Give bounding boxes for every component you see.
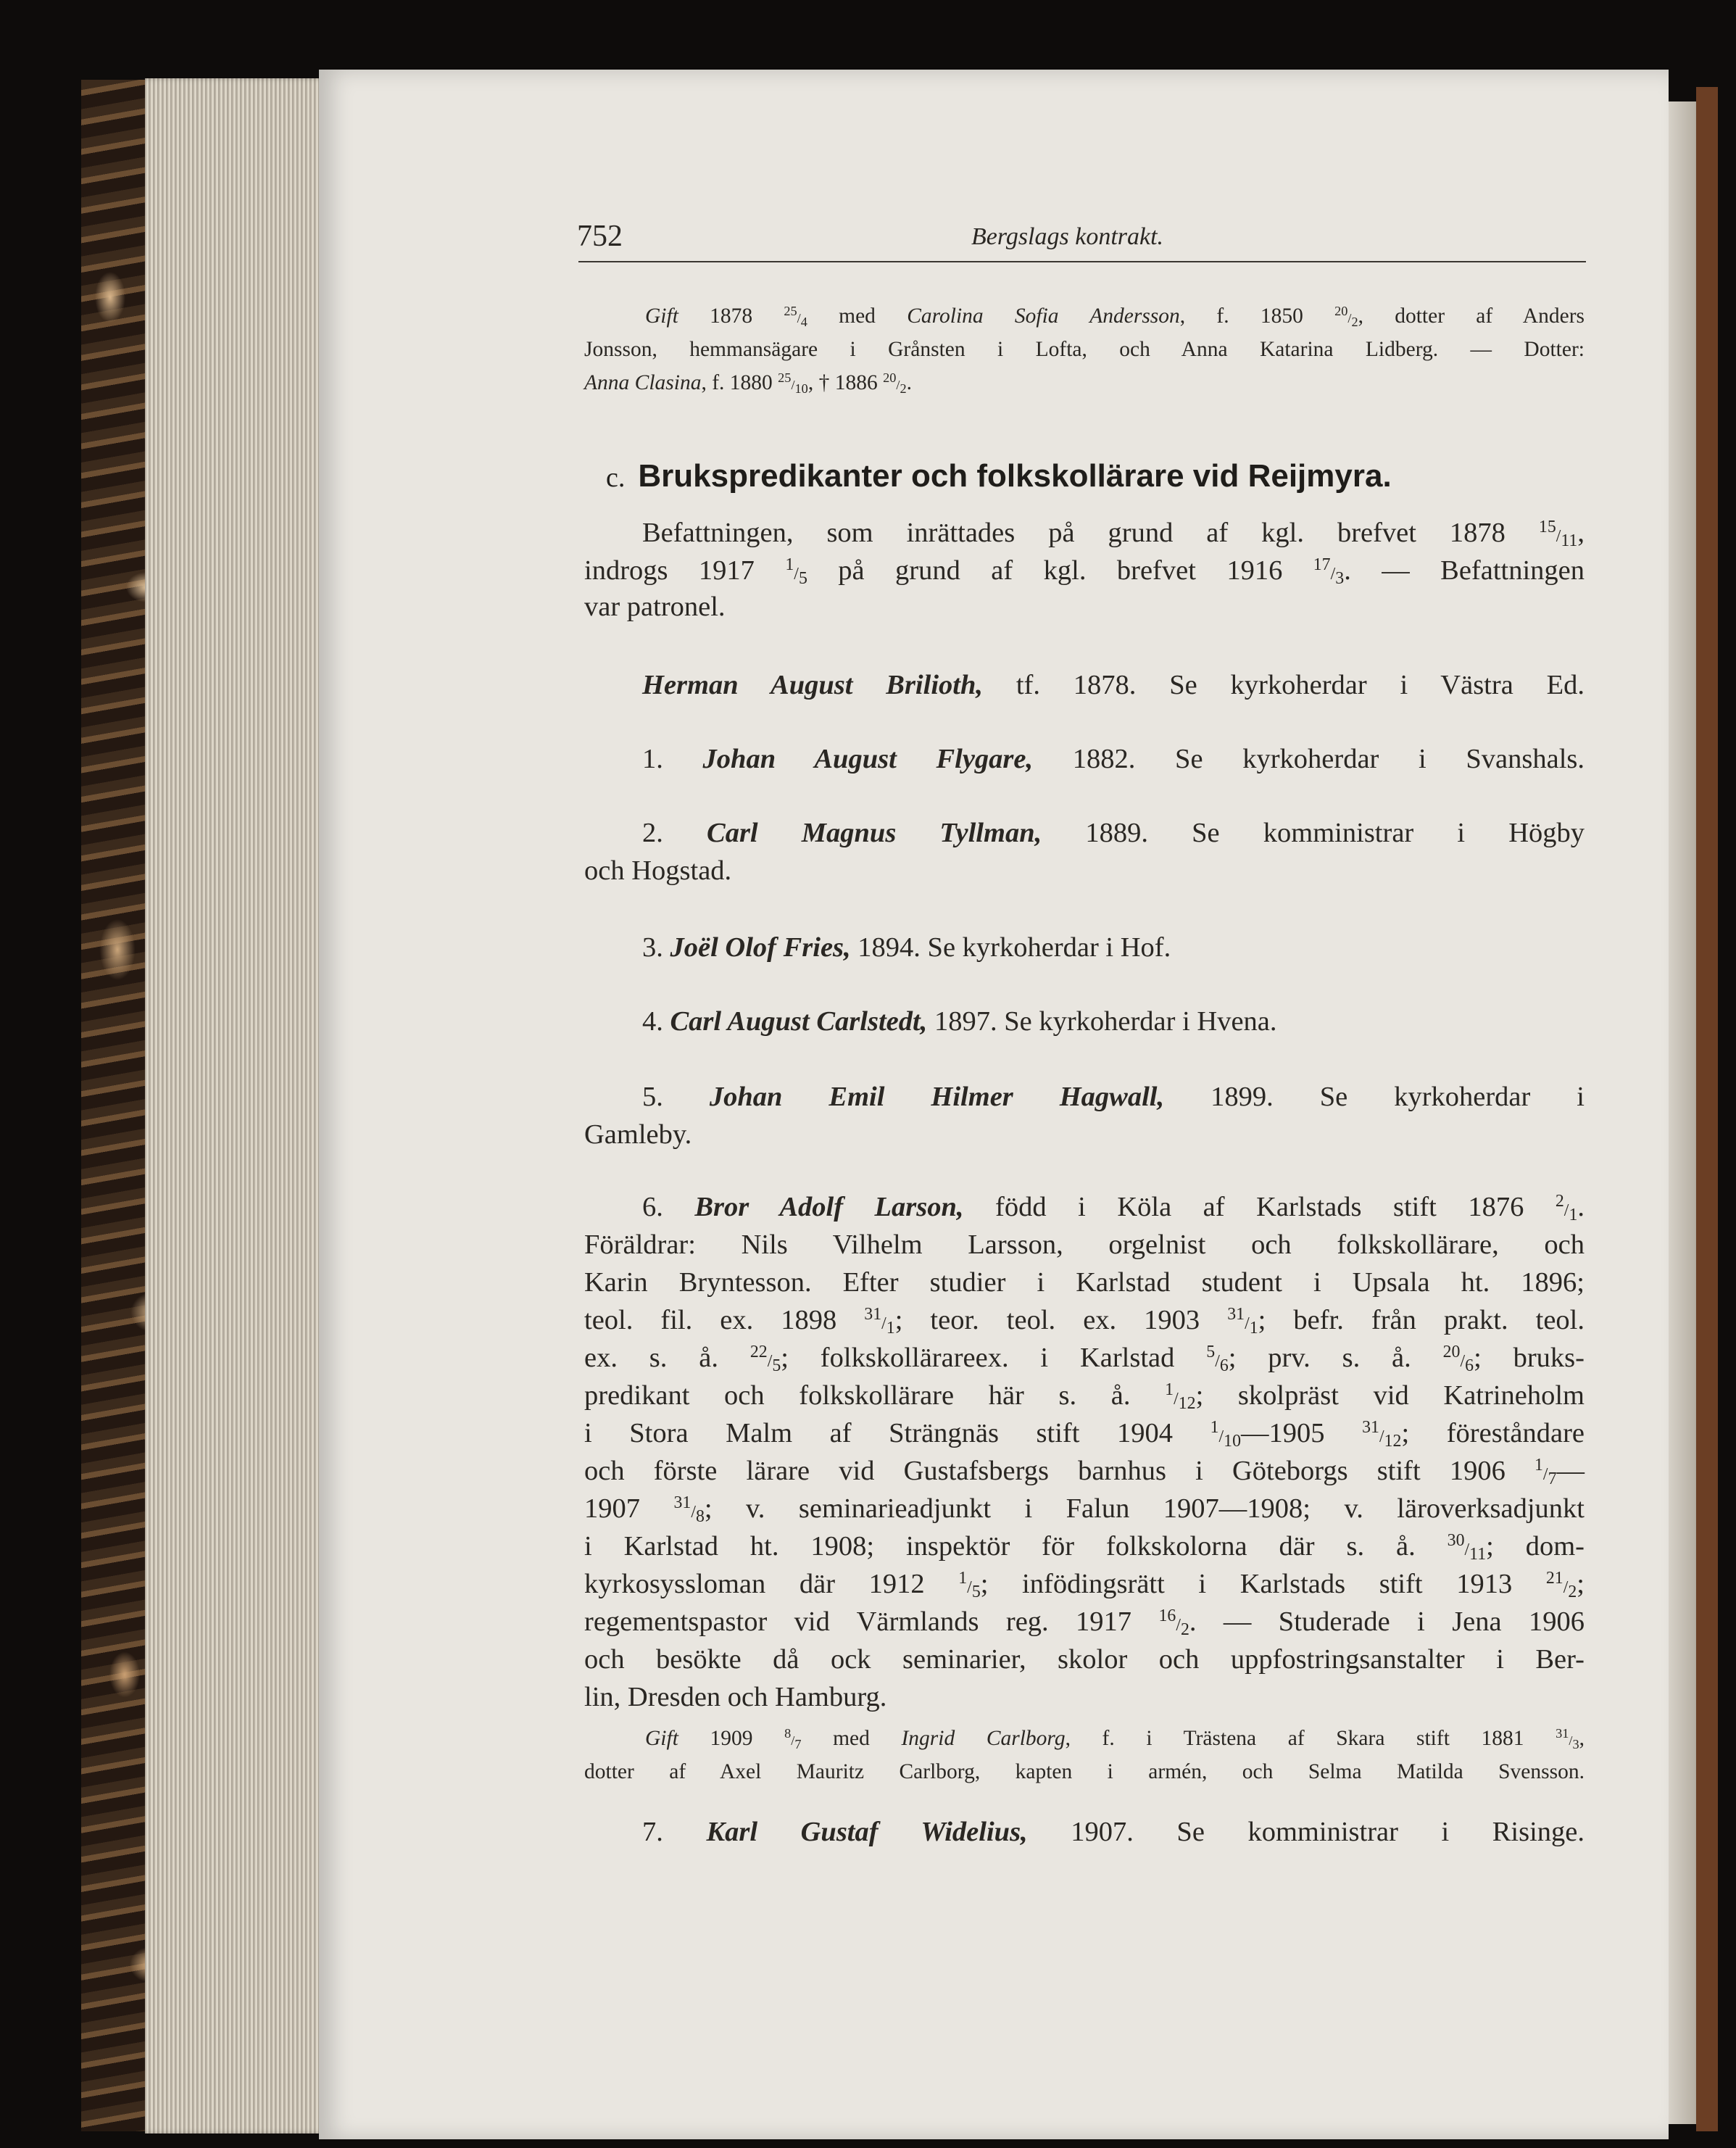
person-name: Carl Magnus Tyllman, [707,818,1042,848]
note-line: Gift 1909 8/7 med Ingrid Carlborg, f. i Trästena af Skara stift 1881 31/3, [645,1725,1585,1751]
body-line: Karin Bryntesson. Efter studier i Karlstad student i Upsala ht. 1896; [584,1267,1585,1298]
page-block-edges [145,78,335,2134]
body-line: regementspastor vid Värmlands reg. 1917 16/2. — Studerade i Jena 1906 [584,1606,1585,1639]
entry-3: 3. Joël Olof Fries, 1894. Se kyrkoherdar i Hof. [642,932,1171,963]
body-line: ex. s. å. 22/5; folkskollärareex. i Karlstad 5/6; prv. s. å. 20/6; bruks- [584,1342,1585,1375]
body-line: kyrkosyssloman där 1912 1/5; infödingsrätt i Karlstads stift 1913 21/2; [584,1568,1585,1601]
body-line: predikant och folkskollärare här s. å. 1/12; skolpräst vid Katrineholm [584,1380,1585,1413]
note-line: dotter af Axel Mauritz Carlborg, kapten i armén, och Selma Matilda Svensson. [584,1760,1585,1783]
person-name: Johan August Flygare, [702,744,1034,774]
person-name: Johan Emil Hilmer Hagwall, [709,1082,1165,1112]
entry-4: 4. Carl August Carlstedt, 1897. Se kyrkoherdar i Hvena. [642,1006,1277,1037]
person-name: Herman August Brilioth, [642,670,983,700]
person-name: Carl August Carlstedt, [670,1006,928,1037]
page-number: 752 [577,220,623,253]
section-title: Brukspredikanter och folkskollärare vid Reijmyra. [638,458,1392,494]
note-line: Anna Clasina, f. 1880 25/10, † 1886 20/2. [584,370,912,396]
entry-2: 2. Carl Magnus Tyllman, 1889. Se komministrar i Högby [642,818,1585,848]
back-cover-edge [1696,87,1718,2131]
body-line: i Karlstad ht. 1908; inspektör för folkskolorna där s. å. 30/11; dom- [584,1530,1585,1564]
entry-6: 6. Bror Adolf Larson, född i Köla af Karlstads stift 1876 2/1. [642,1191,1585,1224]
section-letter: c. [606,463,626,493]
body-line: lin, Dresden och Hamburg. [584,1682,887,1712]
person-name: Joël Olof Fries, [670,932,851,963]
body-line: och besökte då ock seminarier, skolor och uppfostringsanstalter i Ber- [584,1644,1585,1675]
body-line: och förste lärare vid Gustafsbergs barnhus i Göteborgs stift 1906 1/7— [584,1455,1585,1488]
note-line: Jonsson, hemmansägare i Grånsten i Lofta, och Anna Katarina Lidberg. — Dotter: [584,338,1585,361]
header-rule [578,261,1586,262]
body-line: var patronel. [584,592,726,622]
body-line: Föräldrar: Nils Vilhelm Larsson, orgelnist och folkskollärare, och [584,1229,1585,1260]
body-line: i Stora Malm af Strängnäs stift 1904 1/10—1905 31/12; föreståndare [584,1417,1585,1451]
person-name: Karl Gustaf Widelius, [706,1817,1028,1847]
running-head: Bergslags kontrakt. [971,223,1164,250]
person-name: Bror Adolf Larson, [694,1192,964,1222]
note-line: Gift 1878 25/4 med Carolina Sofia Andersson, f. 1850 20/2, dotter af Anders [645,303,1585,329]
body-line: Befattningen, som inrättades på grund af kgl. brefvet 1878 15/11, [642,517,1585,550]
entry-1: 1. Johan August Flygare, 1882. Se kyrkoherdar i Svanshals. [642,744,1585,774]
section-heading [606,458,1392,494]
entry-2-cont: och Hogstad. [584,855,732,886]
body-line: indrogs 1917 1/5 på grund af kgl. brefvet 1916 17/3. — Befattningen [584,555,1585,588]
entry-brilioth: Herman August Brilioth, tf. 1878. Se kyrkoherdar i Västra Ed. [584,667,1585,703]
body-line: teol. fil. ex. 1898 31/1; teor. teol. ex. 1903 31/1; befr. från prakt. teol. [584,1304,1585,1338]
entry-5: 5. Johan Emil Hilmer Hagwall, 1899. Se kyrkoherdar i [642,1082,1585,1112]
body-line: 1907 31/8; v. seminarieadjunkt i Falun 1907—1908; v. läroverksadjunkt [584,1493,1585,1526]
entry-5-cont: Gamleby. [584,1119,692,1150]
entry-7: 7. Karl Gustaf Widelius, 1907. Se komministrar i Risinge. [642,1817,1585,1847]
